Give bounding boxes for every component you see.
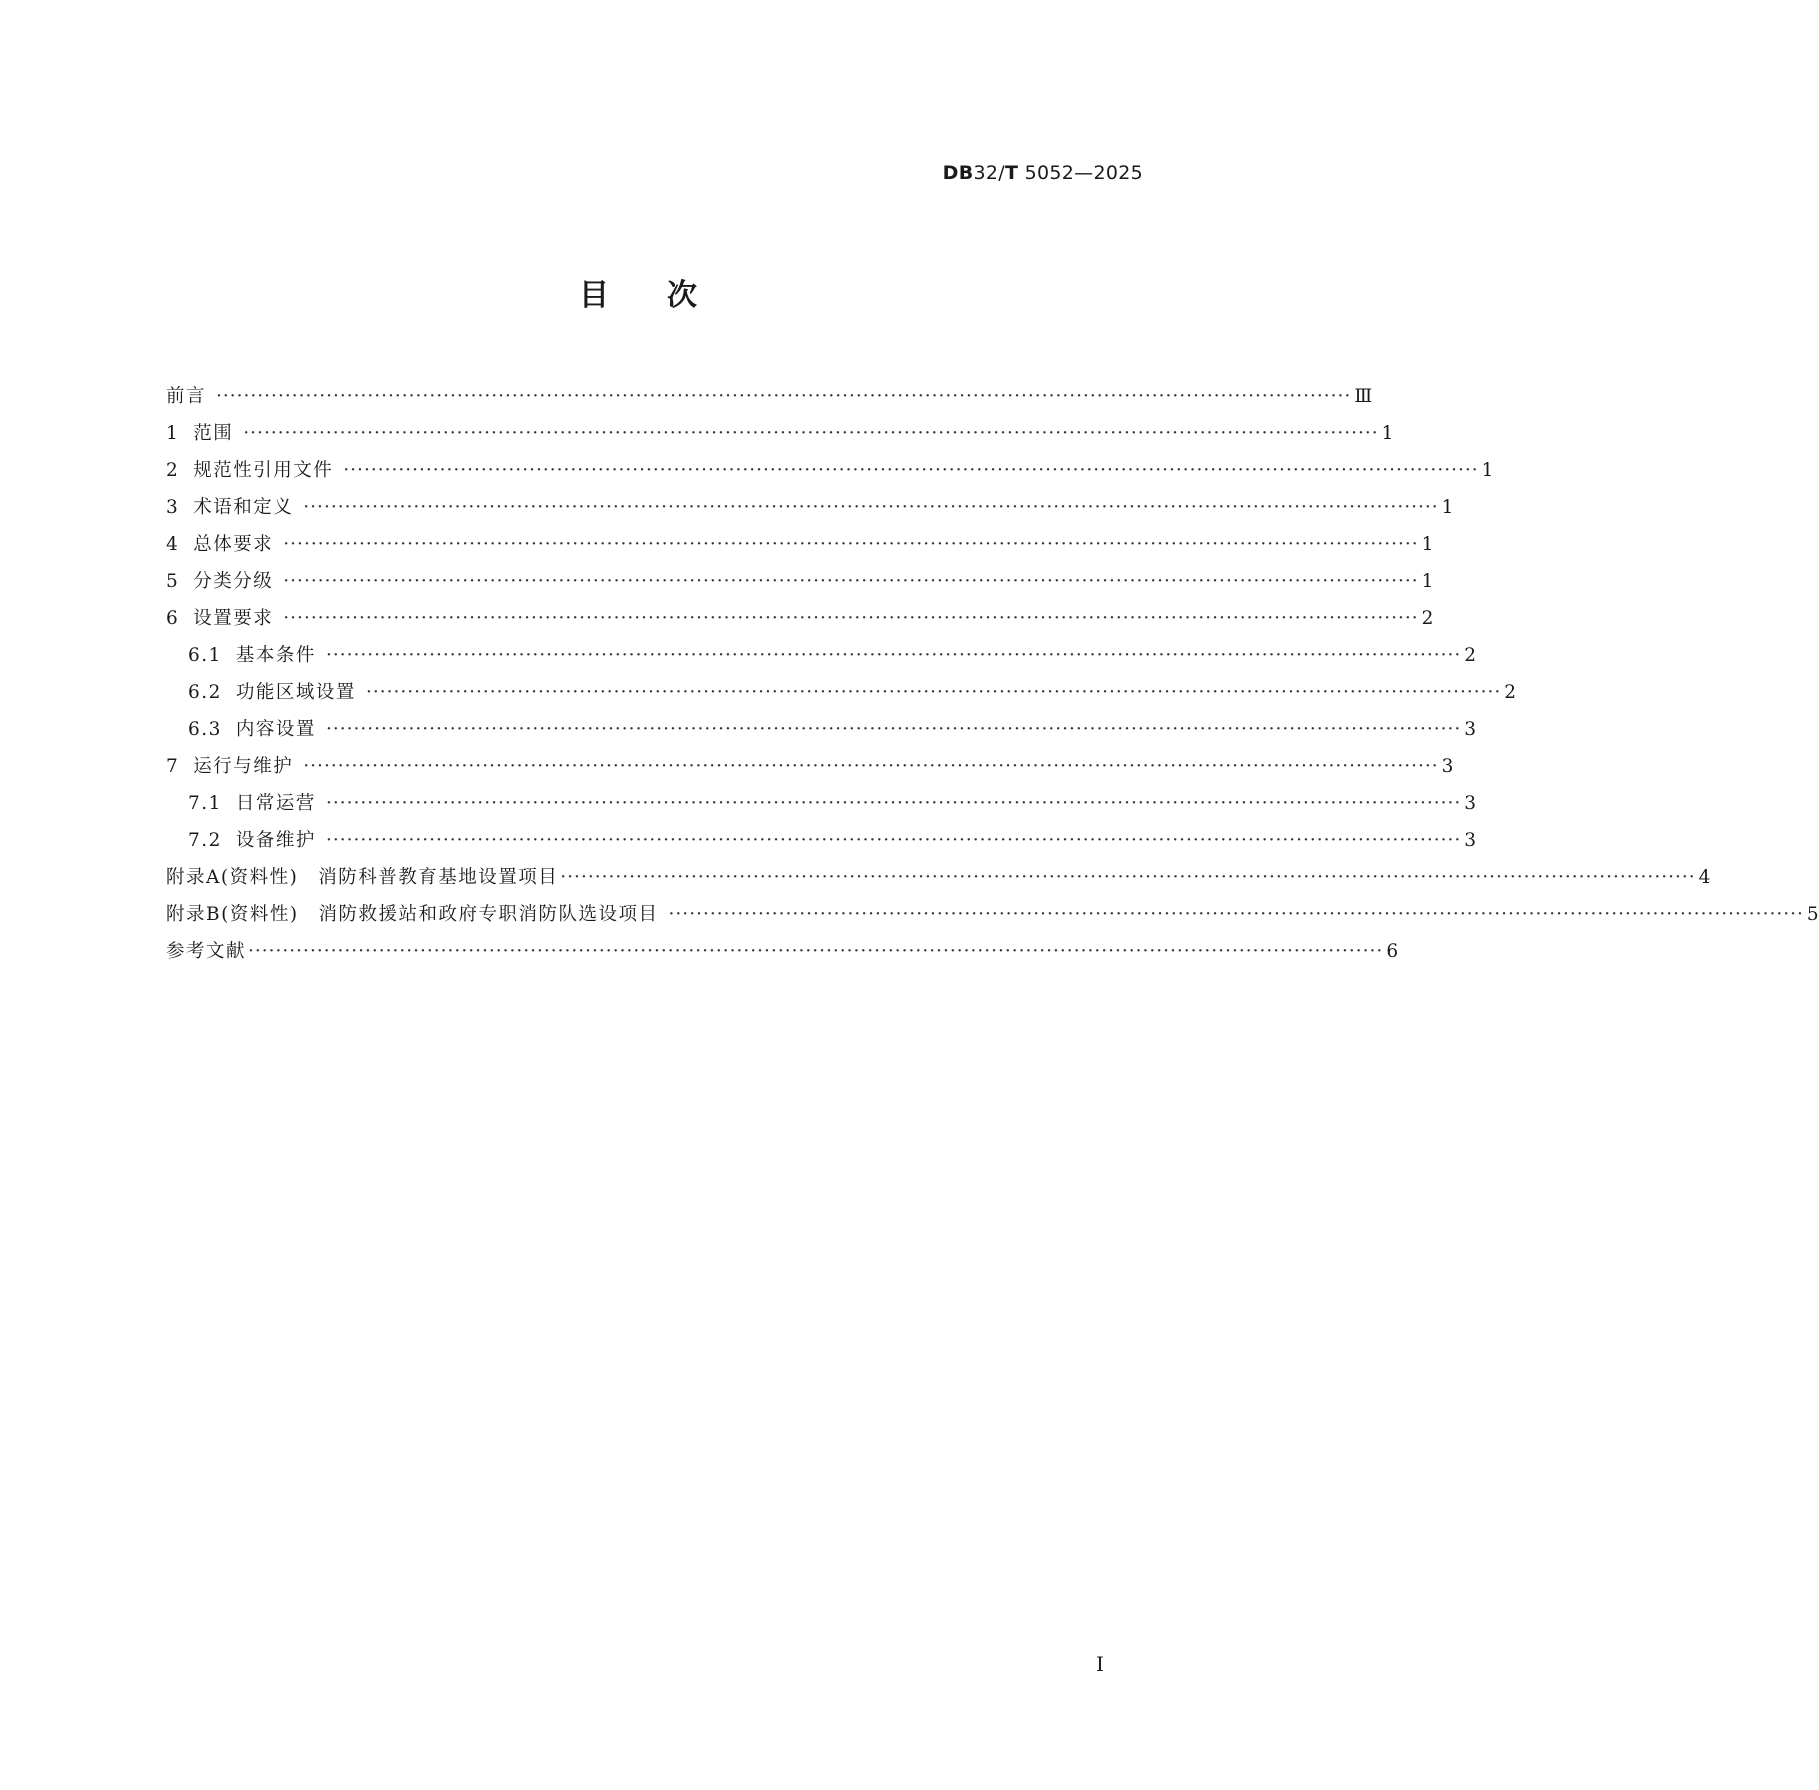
toc-entry-number: 3	[166, 497, 180, 518]
toc-entry-text: 附录A(资料性) 消防科普教育基地设置项目	[166, 867, 559, 888]
toc-entry-label	[166, 452, 333, 489]
toc-dot-leader: ·····································································································································································	[668, 904, 1804, 925]
toc-entry-scope[interactable]	[166, 415, 1394, 452]
toc-entry-label	[188, 711, 316, 748]
toc-entry-operation-maintenance[interactable]	[166, 748, 1454, 785]
toc-dot-leader: ·····································································································································································	[303, 497, 1439, 518]
toc-page-number: 1	[1441, 497, 1454, 518]
document-code-prefix: DB	[942, 162, 974, 184]
toc-dot-leader: ·····································································································································································	[283, 571, 1419, 592]
toc-entry-bibliography[interactable]	[166, 933, 1399, 970]
toc-page-number: 2	[1421, 608, 1434, 629]
document-code-number: 5052—2025	[1018, 162, 1143, 184]
toc-page-number: 4	[1698, 867, 1711, 888]
toc-title: 目次	[579, 278, 755, 313]
toc-entry-classification[interactable]	[166, 563, 1434, 600]
toc-entry-text: 设备维护	[235, 830, 316, 851]
toc-entry-text: 前言	[166, 386, 207, 407]
table-of-contents	[166, 378, 1819, 970]
toc-entry-number: 6.2	[188, 682, 222, 703]
toc-entry-number: 7.2	[188, 830, 222, 851]
toc-entry-number: 2	[166, 460, 180, 481]
toc-page-number: 2	[1464, 645, 1477, 666]
toc-dot-leader: ·····································································································································································	[325, 645, 1462, 666]
toc-entry-text: 范围	[193, 423, 234, 444]
toc-entry-text: 内容设置	[235, 719, 316, 740]
toc-page-number: 3	[1464, 719, 1477, 740]
toc-dot-leader: ·····································································································································································	[243, 423, 1379, 444]
toc-entry-number: 4	[166, 534, 180, 555]
page-number-footer: I	[1096, 1652, 1104, 1676]
toc-entry-text: 附录B(资料性) 消防救援站和政府专职消防队选设项目	[166, 904, 659, 925]
toc-entry-label	[166, 896, 659, 933]
toc-entry-foreword[interactable]	[166, 378, 1373, 415]
toc-page-number: 1	[1421, 534, 1434, 555]
toc-entry-normative-references[interactable]	[166, 452, 1494, 489]
toc-entry-text: 参考文献	[166, 941, 247, 962]
toc-dot-leader: ·····································································································································································	[283, 534, 1419, 555]
toc-dot-leader: ·····································································································································································	[283, 608, 1419, 629]
toc-dot-leader: ·····································································································································································	[248, 941, 1384, 962]
toc-entry-basic-conditions[interactable]	[166, 637, 1477, 674]
toc-entry-number: 6.3	[188, 719, 222, 740]
toc-entry-functional-areas[interactable]	[166, 674, 1517, 711]
toc-page-number: 1	[1381, 423, 1394, 444]
toc-page-number: 5	[1806, 904, 1819, 925]
toc-entry-label	[166, 415, 233, 452]
toc-entry-text: 日常运营	[235, 793, 316, 814]
toc-entry-daily-operation[interactable]	[166, 785, 1477, 822]
toc-entry-appendix-b[interactable]	[166, 896, 1819, 933]
toc-entry-number: 6.1	[188, 645, 222, 666]
toc-entry-number: 1	[166, 423, 180, 444]
toc-entry-text: 基本条件	[235, 645, 316, 666]
toc-dot-leader: ·····································································································································································	[325, 830, 1462, 851]
document-code-type: T	[1004, 162, 1019, 184]
toc-page-number: 6	[1386, 941, 1399, 962]
toc-entry-label	[166, 600, 273, 637]
toc-entry-label	[188, 674, 356, 711]
toc-entry-text: 分类分级	[193, 571, 274, 592]
toc-entry-label	[188, 637, 316, 674]
toc-entry-text: 术语和定义	[193, 497, 294, 518]
document-code-province: 32/	[973, 162, 1005, 184]
toc-entry-appendix-a[interactable]	[166, 859, 1711, 896]
toc-entry-text: 规范性引用文件	[193, 460, 334, 481]
toc-dot-leader: ·····································································································································································	[560, 867, 1696, 888]
toc-entry-text: 功能区域设置	[235, 682, 356, 703]
toc-entry-number: 7.1	[188, 793, 222, 814]
toc-page-number: Ⅲ	[1354, 386, 1373, 407]
toc-entry-label	[166, 378, 206, 415]
toc-entry-number: 5	[166, 571, 180, 592]
toc-entry-label	[166, 489, 293, 526]
toc-page-number: 1	[1421, 571, 1434, 592]
toc-page-number: 3	[1464, 830, 1477, 851]
document-code	[943, 162, 1143, 184]
toc-entry-number: 7	[166, 756, 180, 777]
toc-dot-leader: ·····································································································································································	[216, 386, 1352, 407]
toc-entry-text: 设置要求	[193, 608, 274, 629]
toc-entry-general-requirements[interactable]	[166, 526, 1434, 563]
toc-entry-text: 总体要求	[193, 534, 274, 555]
toc-entry-setup-requirements[interactable]	[166, 600, 1434, 637]
toc-entry-content-setup[interactable]	[166, 711, 1477, 748]
toc-dot-leader: ·····································································································································································	[325, 793, 1462, 814]
toc-entry-equipment-maintenance[interactable]	[166, 822, 1477, 859]
toc-entry-label	[188, 785, 316, 822]
toc-dot-leader: ·····································································································································································	[303, 756, 1439, 777]
toc-entry-terms-definitions[interactable]	[166, 489, 1454, 526]
toc-entry-label	[188, 822, 316, 859]
toc-entry-label	[166, 526, 273, 563]
toc-entry-label	[166, 748, 293, 785]
toc-dot-leader: ·····································································································································································	[365, 682, 1502, 703]
toc-entry-number: 6	[166, 608, 180, 629]
toc-dot-leader: ·····································································································································································	[325, 719, 1462, 740]
toc-dot-leader: ·····································································································································································	[343, 460, 1479, 481]
toc-entry-label	[166, 563, 273, 600]
toc-page-number: 3	[1441, 756, 1454, 777]
toc-entry-label	[166, 859, 558, 896]
toc-entry-text: 运行与维护	[193, 756, 294, 777]
toc-entry-label	[166, 933, 246, 970]
toc-page-number: 2	[1504, 682, 1517, 703]
toc-page-number: 3	[1464, 793, 1477, 814]
toc-page-number: 1	[1481, 460, 1494, 481]
